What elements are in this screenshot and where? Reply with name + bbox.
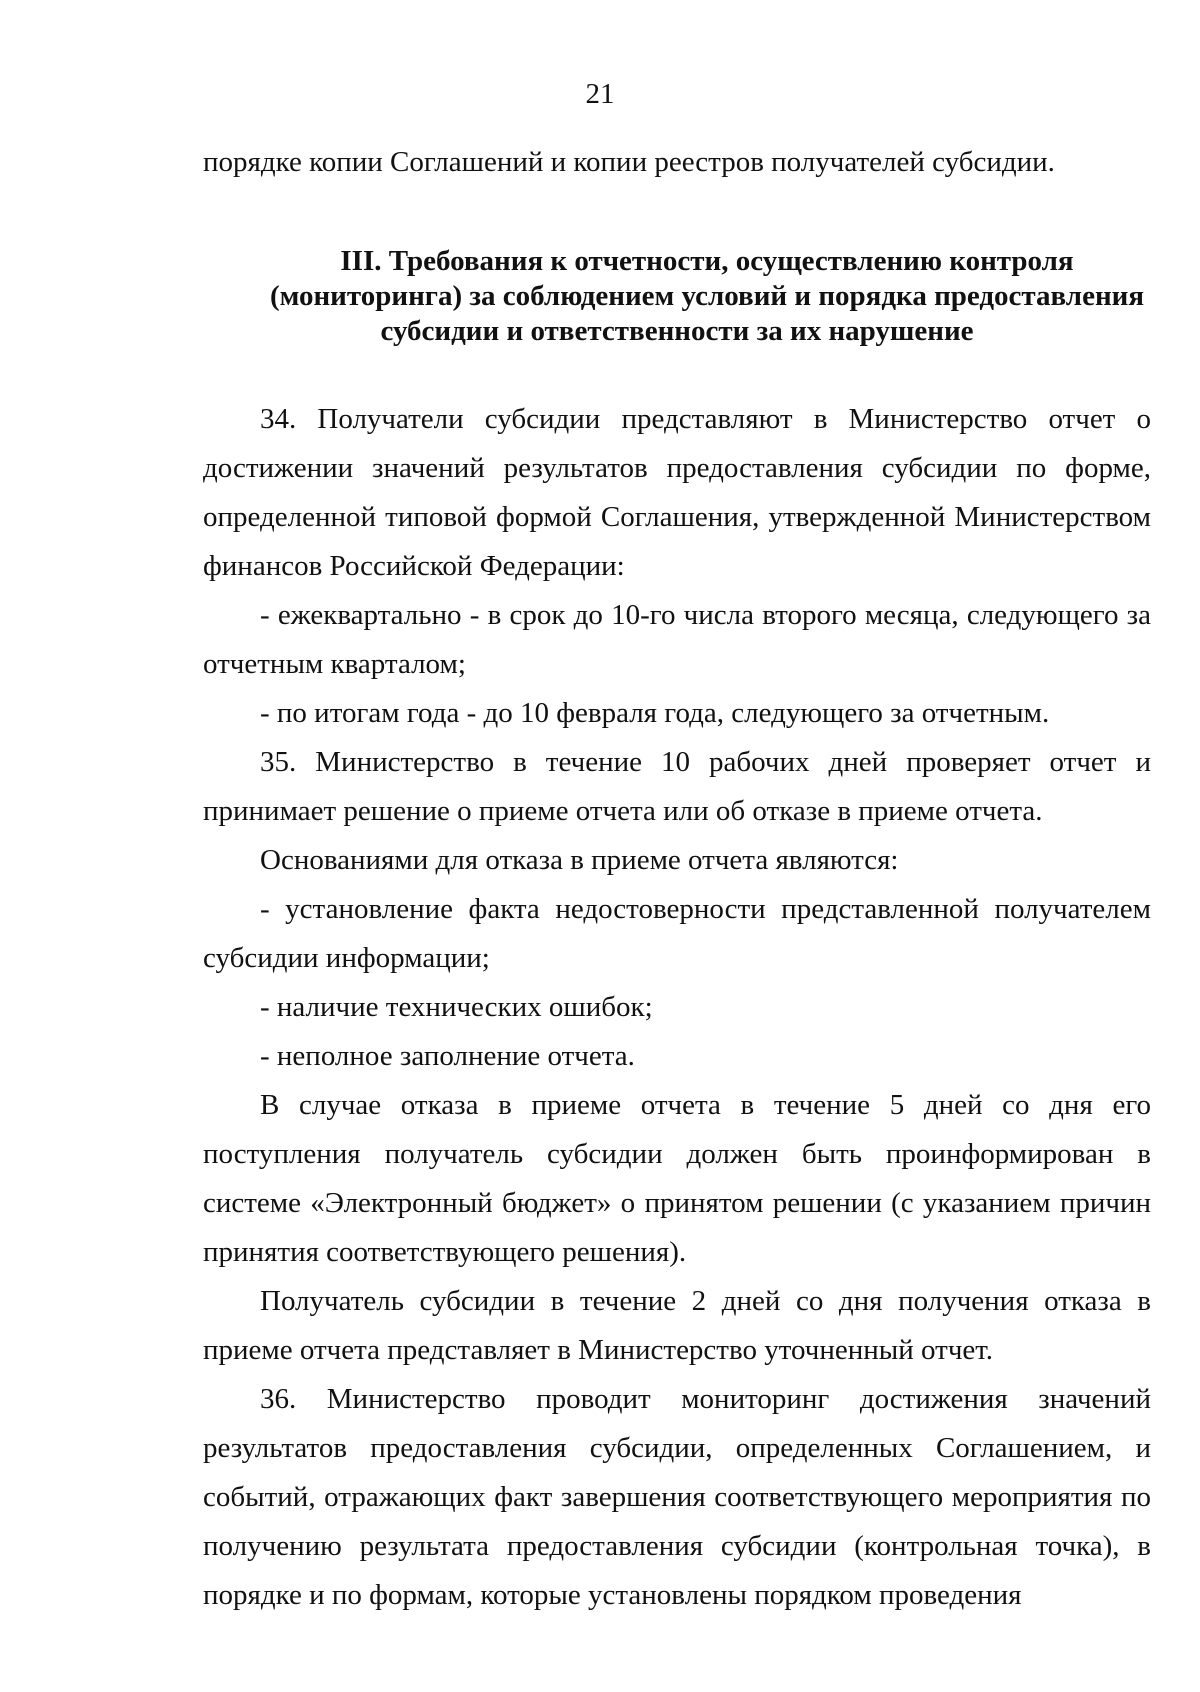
paragraph-34-yearly: - по итогам года - до 10 февраля года, следующего за отчетным. (260, 697, 1050, 729)
paragraph-35-item: - установление факта недостоверности представленной получателем субсидии информации; (203, 893, 1151, 974)
section-heading (203, 244, 1151, 349)
section-heading-line: субсидии и ответственности за их нарушение (380, 315, 974, 347)
document-body (203, 138, 1151, 1620)
continued-paragraph: порядке копии Соглашений и копии реестров получателей субсидии. (203, 146, 1055, 178)
paragraph-35-resubmit: Получатель субсидии в течение 2 дней со дня получения отказа в приеме отчета представляет в Министерство уточненный отчет. (203, 1285, 1151, 1366)
paragraph-35: 35. Министерство в течение 10 рабочих дней проверяет отчет и принимает решение о приеме отчета или об отказе в приеме отчета. (203, 746, 1151, 827)
paragraph-35-grounds: Основаниями для отказа в приеме отчета являются: (260, 844, 899, 876)
paragraph-35-item: - неполное заполнение отчета. (260, 1040, 635, 1072)
paragraph-36: 36. Министерство проводит мониторинг достижения значений результатов предоставления субсидии, определенных Соглашением, и событий, отражающих факт завершения соответствующего мероприятия по получению результата предоставления субсидии (контрольная точка), в порядке и по формам, которые установлены порядком проведения (203, 1383, 1151, 1611)
section-heading-line: III. Требования к отчетности, осуществлению контроля (340, 245, 1074, 277)
section-heading-line: (мониторинга) за соблюдением условий и порядка предоставления (269, 280, 1145, 312)
paragraph-35-refusal: В случае отказа в приеме отчета в течение 5 дней со дня его поступления получатель субсидии должен быть проинформирован в системе «Электронный бюджет» о принятом решении (с указанием причин принятия соответствующего решения). (203, 1089, 1151, 1268)
paragraph-34-quarterly: - ежеквартально - в срок до 10-го числа второго месяца, следующего за отчетным кварталом; (203, 599, 1151, 680)
paragraph-35-item: - наличие технических ошибок; (260, 991, 653, 1023)
paragraph-34: 34. Получатели субсидии представляют в Министерство отчет о достижении значений результатов предоставления субсидии по форме, определенной типовой формой Соглашения, утвержденной Министерством финансов Российской Федерации: (203, 403, 1151, 582)
page-number: 21 (585, 78, 615, 110)
